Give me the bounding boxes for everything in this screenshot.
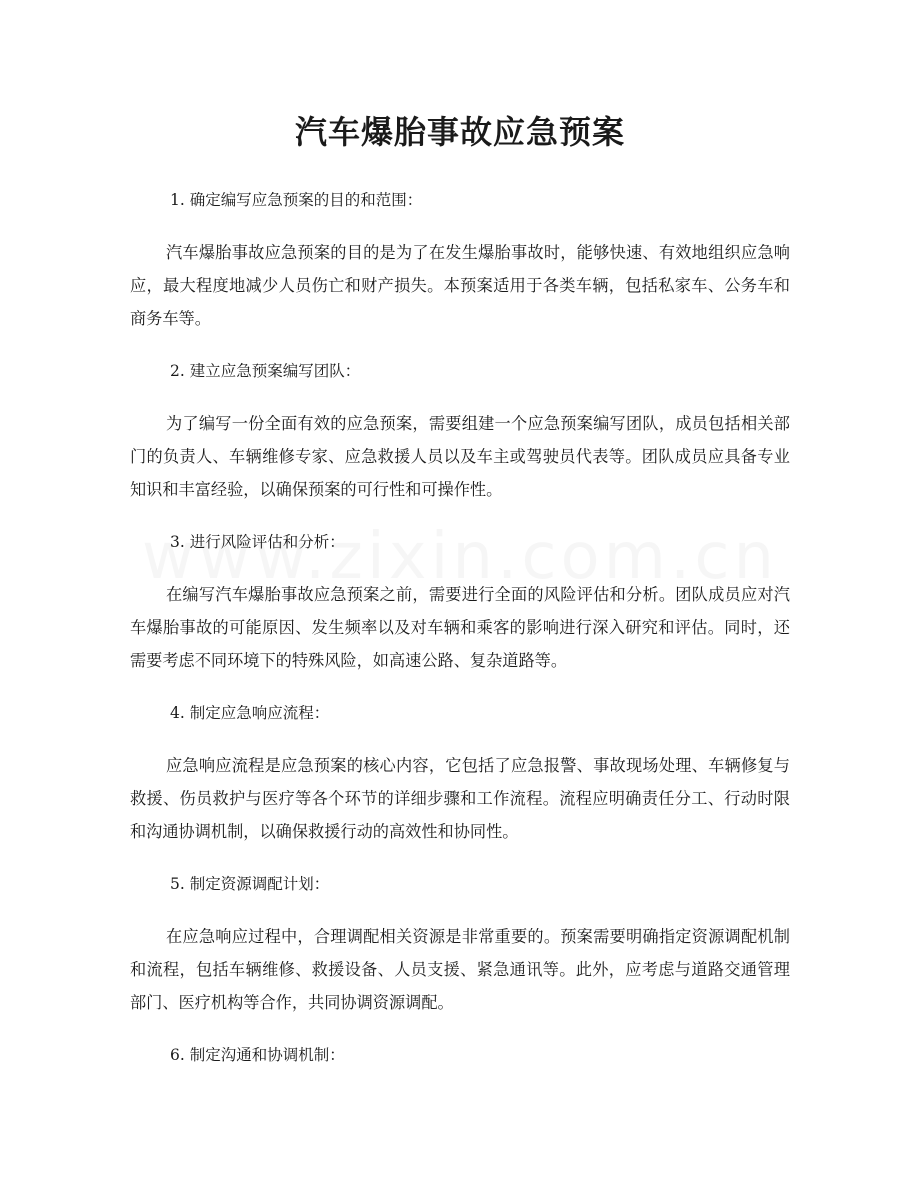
section-heading: 5. 制定资源调配计划： bbox=[170, 875, 330, 893]
section-paragraph: 应急响应流程是应急预案的核心内容，它包括了应急报警、事故现场处理、车辆修复与救援、伤员救护与医疗等各个环节的详细步骤和工作流程。流程应明确责任分工、行动时限和沟通协调机制，以确保救援行动的高效性和协同性。 bbox=[130, 756, 790, 841]
section-4 bbox=[130, 697, 790, 848]
section-heading: 6. 制定沟通和协调机制： bbox=[170, 1046, 345, 1064]
section-heading: 1. 确定编写应急预案的目的和范围： bbox=[170, 191, 423, 209]
document-title: 汽车爆胎事故应急预案 bbox=[294, 113, 625, 151]
section-heading: 2. 建立应急预案编写团队： bbox=[170, 362, 361, 380]
section-1 bbox=[130, 184, 790, 335]
section-paragraph: 为了编写一份全面有效的应急预案，需要组建一个应急预案编写团队，成员包括相关部门的负责人、车辆维修专家、应急救援人员以及车主或驾驶员代表等。团队成员应具备专业知识和丰富经验，以确保预案的可行性和可操作性。 bbox=[130, 414, 790, 499]
section-paragraph: 在应急响应过程中，合理调配相关资源是非常重要的。预案需要明确指定资源调配机制和流程，包括车辆维修、救援设备、人员支援、紧急通讯等。此外，应考虑与道路交通管理部门、医疗机构等合作，共同协调资源调配。 bbox=[130, 927, 790, 1012]
section-heading: 3. 进行风险评估和分析： bbox=[170, 533, 345, 551]
section-2 bbox=[130, 355, 790, 506]
section-3 bbox=[130, 526, 790, 677]
document-body bbox=[130, 184, 790, 1071]
section-paragraph: 在编写汽车爆胎事故应急预案之前，需要进行全面的风险评估和分析。团队成员应对汽车爆胎事故的可能原因、发生频率以及对车辆和乘客的影响进行深入研究和评估。同时，还需要考虑不同环境下的特殊风险，如高速公路、复杂道路等。 bbox=[130, 585, 790, 670]
section-6 bbox=[130, 1039, 790, 1071]
section-paragraph: 汽车爆胎事故应急预案的目的是为了在发生爆胎事故时，能够快速、有效地组织应急响应，最大程度地减少人员伤亡和财产损失。本预案适用于各类车辆，包括私家车、公务车和商务车等。 bbox=[130, 243, 790, 328]
section-5 bbox=[130, 868, 790, 1019]
section-heading: 4. 制定应急响应流程： bbox=[170, 704, 330, 722]
